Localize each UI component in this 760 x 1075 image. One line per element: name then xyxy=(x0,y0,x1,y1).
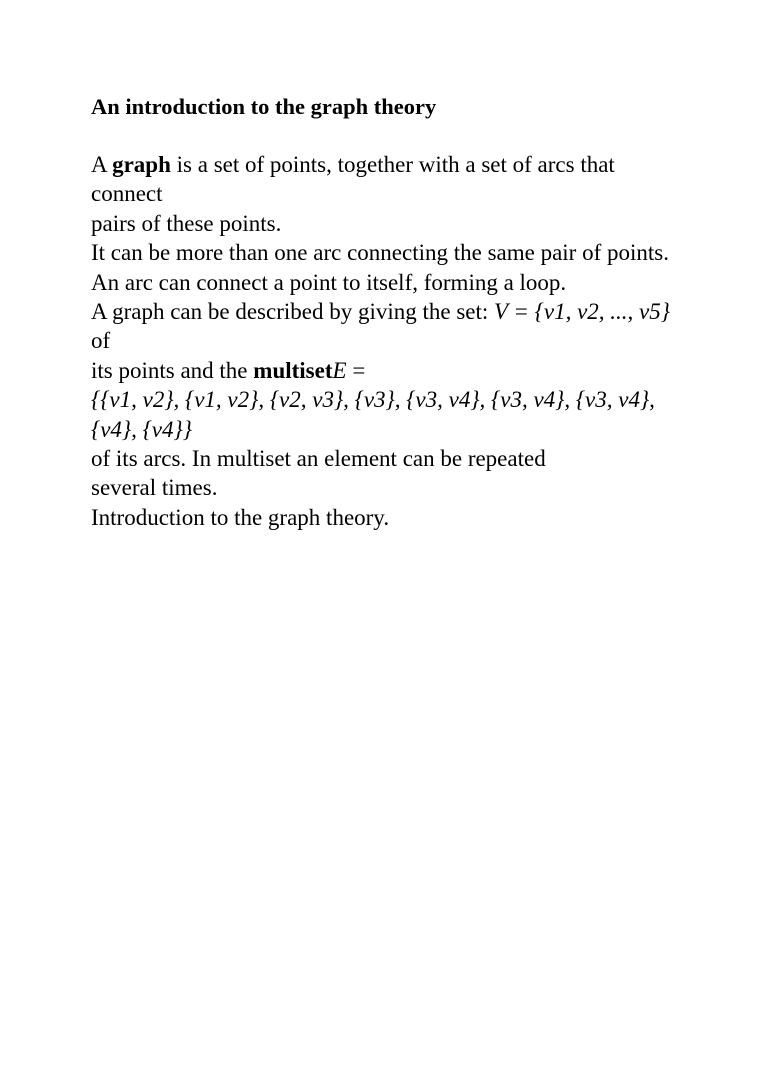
document-body xyxy=(91,150,681,532)
text-of: of xyxy=(91,328,111,354)
text-a: A xyxy=(91,152,113,177)
definition-line-2: pairs of these points. xyxy=(91,210,282,236)
term-multiset: multiset xyxy=(253,357,333,383)
multiple-arcs-line: It can be more than one arc connecting the same pair of points. xyxy=(91,240,669,266)
text-equals: = xyxy=(346,357,366,383)
edge-multiset-values: {{v1, v2}, {v1, v2}, {v2, v3}, {v3}, {v3, v4}, {v3, v4}, {v3, v4}, {v4}, {v4}} xyxy=(91,387,655,442)
multiset-explanation: of its arcs. In multiset an element can be repeated several times. xyxy=(91,446,546,501)
text-points-and: its points and the xyxy=(91,357,254,383)
edge-multiset xyxy=(91,385,676,444)
text-definition: is a set of points, together with a set of arcs that connect xyxy=(91,152,615,207)
closing-line: Introduction to the graph theory. xyxy=(91,504,390,530)
vertex-set-line xyxy=(91,297,671,356)
text-vertex-intro: A graph can be described by giving the set: xyxy=(91,299,495,325)
loop-line: An arc can connect a point to itself, forming a loop. xyxy=(91,269,567,295)
term-graph: graph xyxy=(112,152,171,177)
edge-set-name: E xyxy=(332,357,347,383)
definition-line xyxy=(91,150,651,209)
document-title: An introduction to the graph theory xyxy=(91,94,437,119)
vertex-set: V = {v1, v2, ..., v5} xyxy=(494,299,670,325)
multiset-line xyxy=(91,356,681,385)
